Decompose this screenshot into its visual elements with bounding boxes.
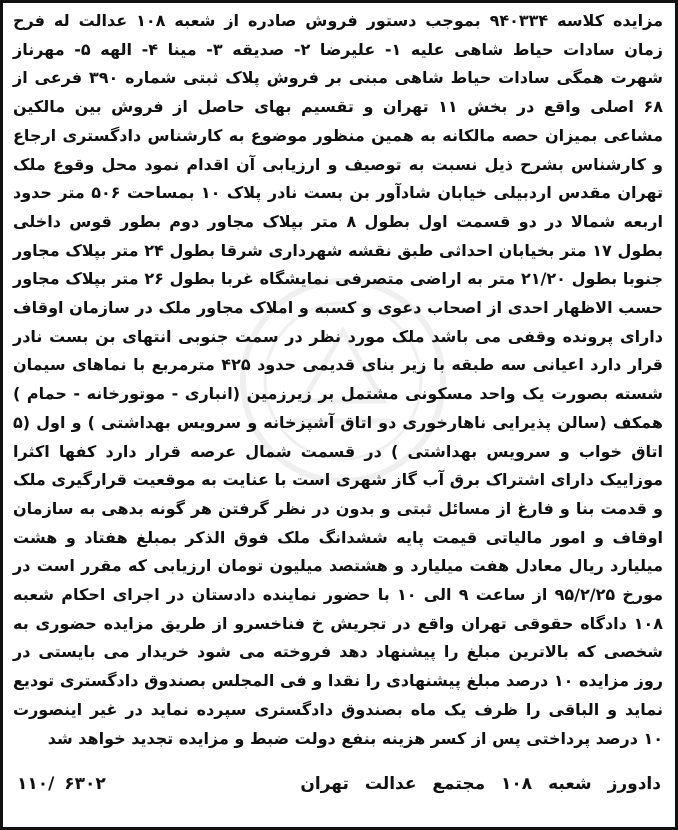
notice-body: مزایده کلاسه ۹۴۰۳۳۴ بموجب دستور فروش صادره از شعبه ۱۰۸ عدالت له فرح زمان سادات حیاط شاهی علیه ۱- علیرضا ۲- صدیقه ۳- مینا ۴- الهه ۵- مهرناز شهرت همگی سادات حیاط شاهی مبنی بر فروش پلاک ثبتی شماره ۳۹۰ فرعی از ۶۸ اصلی واقع در بخش ۱۱ تهران و تقسیم بهای حاصل از فروش بین مالکین مشاعی بمیزان حصه مالکانه به همین منظور موضوع به کارشناس دادگستری ارجاع و کارشناس بشرح ذیل نسبت به توصیف و ارزیابی آن اقدام نمود محل وقوع ملک تهران مقدس اردبیلی خیابان شادآور بن بست نادر پلاک ۱۰ بمساحت ۵۰۶ متر حدود اربعه شمالا در دو قسمت اول بطول ۸ متر بپلاک مجاور دوم بطور قوس داخلی بطول ۱۷ متر بخیابان احداثی طبق نقشه شهرداری شرقا بطول ۲۴ متر بپلاک مجاور جنوبا بطول ۲۱/۲۰ متر به اراضی متصرفی نمایشگاه غربا بطول ۲۶ متر بپلاک مجاور حسب الاظهار احدی از اصحاب دعوی و کسبه و املاک مجاور ملک در سازمان اوقاف دارای پرونده وقفی می باشد ملک مورد نظر در سمت جنوبی انتهای بن بست نادر قرار دارد اعیانی سه طبقه با زیر بنای قدیمی حدود ۴۲۵ مترمربع با نماهای سیمان شسته بصورت یک واحد مسکونی مشتمل بر زیرزمین (انباری - موتورخانه - حمام ) همکف (سالن پذیرایی ناهارخوری دو اتاق آشپزخانه و سرویس بهداشتی ) و اول (۵ اتاق خواب و سرویس بهداشتی ) در قسمت شمال عرصه قرار دارد کفها اکثرا موزاییک دارای اشتراک برق آب گاز شهری است با عنایت به موقعیت قرارگیری ملک و قدمت بنا و فارغ از مسائل ثبتی و بدون در نظر گرفتن هر گونه بدهی به سازمان اوقاف و امور مالیاتی قیمت پایه ششدانگ ملک فوق الذکر بمبلغ هفتاد و هشت میلیارد ریال معادل هفت میلیارد و هشتصد میلیون تومان ارزیابی که مقرر است در مورخ ۹۵/۲/۲۵ از ساعت ۹ الی ۱۰ با حضور نماینده دادستان در اجرای احکام شعبه ۱۰۸ دادگاه حقوقی تهران واقع در تجریش خ فناخسرو از طریق مزایده حضوری به شخصی که بالاترین مبلغ را پیشنهاد دهد فروخته می شود خریدار می بایستی در روز مزایده ۱۰ درصد مبلغ پیشنهادی را نقدا و فی المجلس بصندوق دادگستری تودیع نماید و الباقی را ظرف یک ماه بصندوق دادگستری سپرده نماید در غیر اینصورت ۱۰ درصد پرداختی پس از کسر هزینه بنفع دولت ضبط و مزایده تجدید خواهد شد <box>13 11 664 748</box>
reference-number: ۱۱۰/ ۶۳۰۲ <box>17 774 106 794</box>
notice-footer <box>17 767 661 801</box>
signature-line: دادورز شعبه ۱۰۸ مجتمع عدالت تهران <box>300 774 661 794</box>
